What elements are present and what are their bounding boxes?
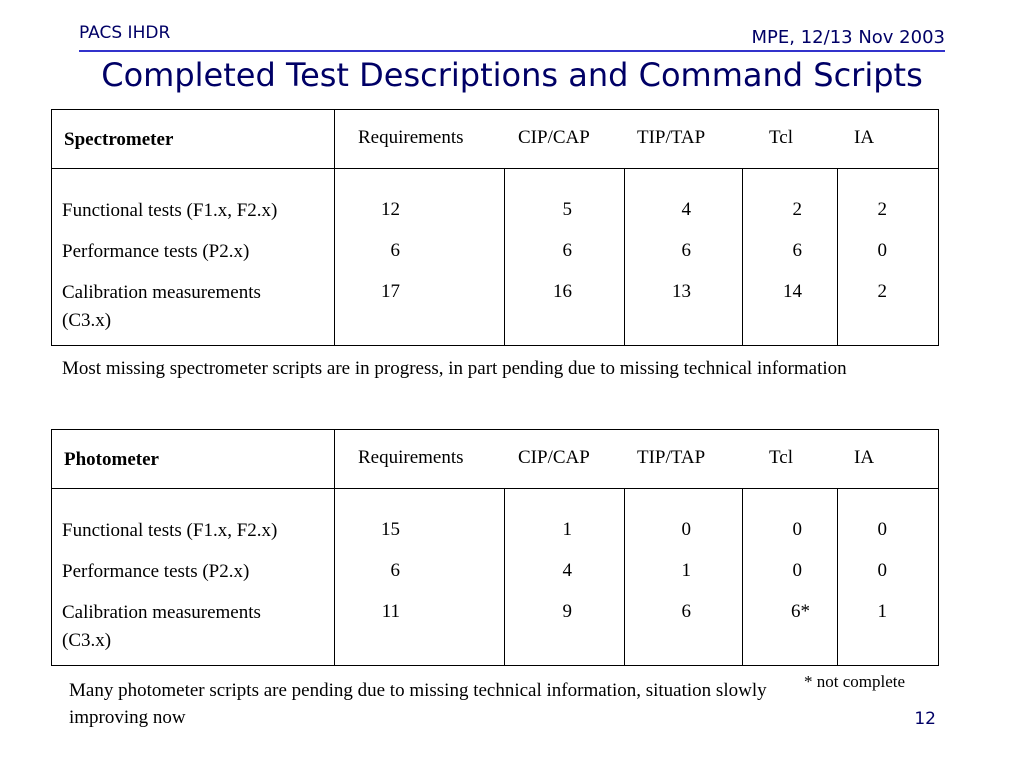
- header-rule: [79, 50, 945, 52]
- table-cell: 6: [681, 601, 691, 622]
- table-cell: 1: [681, 560, 691, 581]
- column-divider: [334, 430, 335, 488]
- column-header-cip-cap: CIP/CAP: [518, 447, 590, 468]
- table-cell: 2: [877, 199, 887, 220]
- section-name: Photometer: [64, 449, 159, 470]
- table-cell: 6*: [791, 601, 810, 622]
- column-header-tcl: Tcl: [769, 127, 793, 148]
- column-header-ia: IA: [854, 127, 875, 148]
- table-cell: 4: [681, 199, 691, 220]
- column-divider: [334, 110, 335, 168]
- table-cell: 0: [877, 519, 887, 540]
- header-right: MPE, 12/13 Nov 2003: [751, 27, 945, 48]
- table-cell: 2: [877, 281, 887, 302]
- table-cell: 6: [390, 240, 400, 261]
- table-cell: 0: [877, 560, 887, 581]
- table-cell: 2: [792, 199, 802, 220]
- table-cell: 0: [792, 560, 802, 581]
- table-cell: 0: [681, 519, 691, 540]
- column-divider: [742, 168, 743, 345]
- table-cell: 4: [562, 560, 572, 581]
- column-divider: [334, 488, 335, 665]
- column-header-requirements: Requirements: [358, 127, 464, 148]
- table-cell: 13: [672, 281, 691, 302]
- table-cell: 12: [381, 199, 400, 220]
- table-cell: 14: [783, 281, 802, 302]
- column-divider: [624, 168, 625, 345]
- row-label: Calibration measurements (C3.x): [62, 282, 261, 331]
- page-title: Completed Test Descriptions and Command Scripts: [101, 56, 923, 94]
- table-cell: 6: [562, 240, 572, 261]
- column-divider: [837, 168, 838, 345]
- table-cell: 0: [792, 519, 802, 540]
- photometer-note: Many photometer scripts are pending due to missing technical information, situation slowly improving now: [69, 680, 767, 728]
- header-left: PACS IHDR: [79, 23, 171, 43]
- table-cell: 6: [792, 240, 802, 261]
- column-header-requirements: Requirements: [358, 447, 464, 468]
- column-header-tip-tap: TIP/TAP: [637, 127, 706, 148]
- table-cell: 6: [681, 240, 691, 261]
- section-name: Spectrometer: [64, 129, 174, 150]
- column-header-cip-cap: CIP/CAP: [518, 127, 590, 148]
- table-cell: 11: [381, 601, 400, 622]
- row-label: Performance tests (P2.x): [62, 241, 250, 262]
- column-divider: [334, 168, 335, 345]
- table-cell: 15: [381, 519, 400, 540]
- column-divider: [624, 488, 625, 665]
- table-cell: 0: [877, 240, 887, 261]
- column-header-ia: IA: [854, 447, 875, 468]
- table-cell: 6: [390, 560, 400, 581]
- column-header-tip-tap: TIP/TAP: [637, 447, 706, 468]
- row-label: Functional tests (F1.x, F2.x): [62, 200, 278, 221]
- row-label: Functional tests (F1.x, F2.x): [62, 520, 278, 541]
- photometer-table: [51, 429, 939, 666]
- row-label: Calibration measurements (C3.x): [62, 602, 261, 651]
- footnote: * not complete: [804, 672, 906, 691]
- spectrometer-table: [51, 109, 939, 346]
- column-divider: [504, 168, 505, 345]
- table-cell: 17: [381, 281, 400, 302]
- table-cell: 1: [877, 601, 887, 622]
- spectrometer-note: Most missing spectrometer scripts are in progress, in part pending due to missing technical information: [62, 358, 847, 379]
- row-label: Performance tests (P2.x): [62, 561, 250, 582]
- header-separator: [52, 168, 938, 169]
- table-cell: 16: [553, 281, 572, 302]
- table-cell: 9: [562, 601, 572, 622]
- column-divider: [837, 488, 838, 665]
- column-divider: [504, 488, 505, 665]
- page-number: 12: [914, 709, 936, 729]
- column-header-tcl: Tcl: [769, 447, 793, 468]
- header-separator: [52, 488, 938, 489]
- table-cell: 5: [562, 199, 572, 220]
- table-cell: 1: [562, 519, 572, 540]
- column-divider: [742, 488, 743, 665]
